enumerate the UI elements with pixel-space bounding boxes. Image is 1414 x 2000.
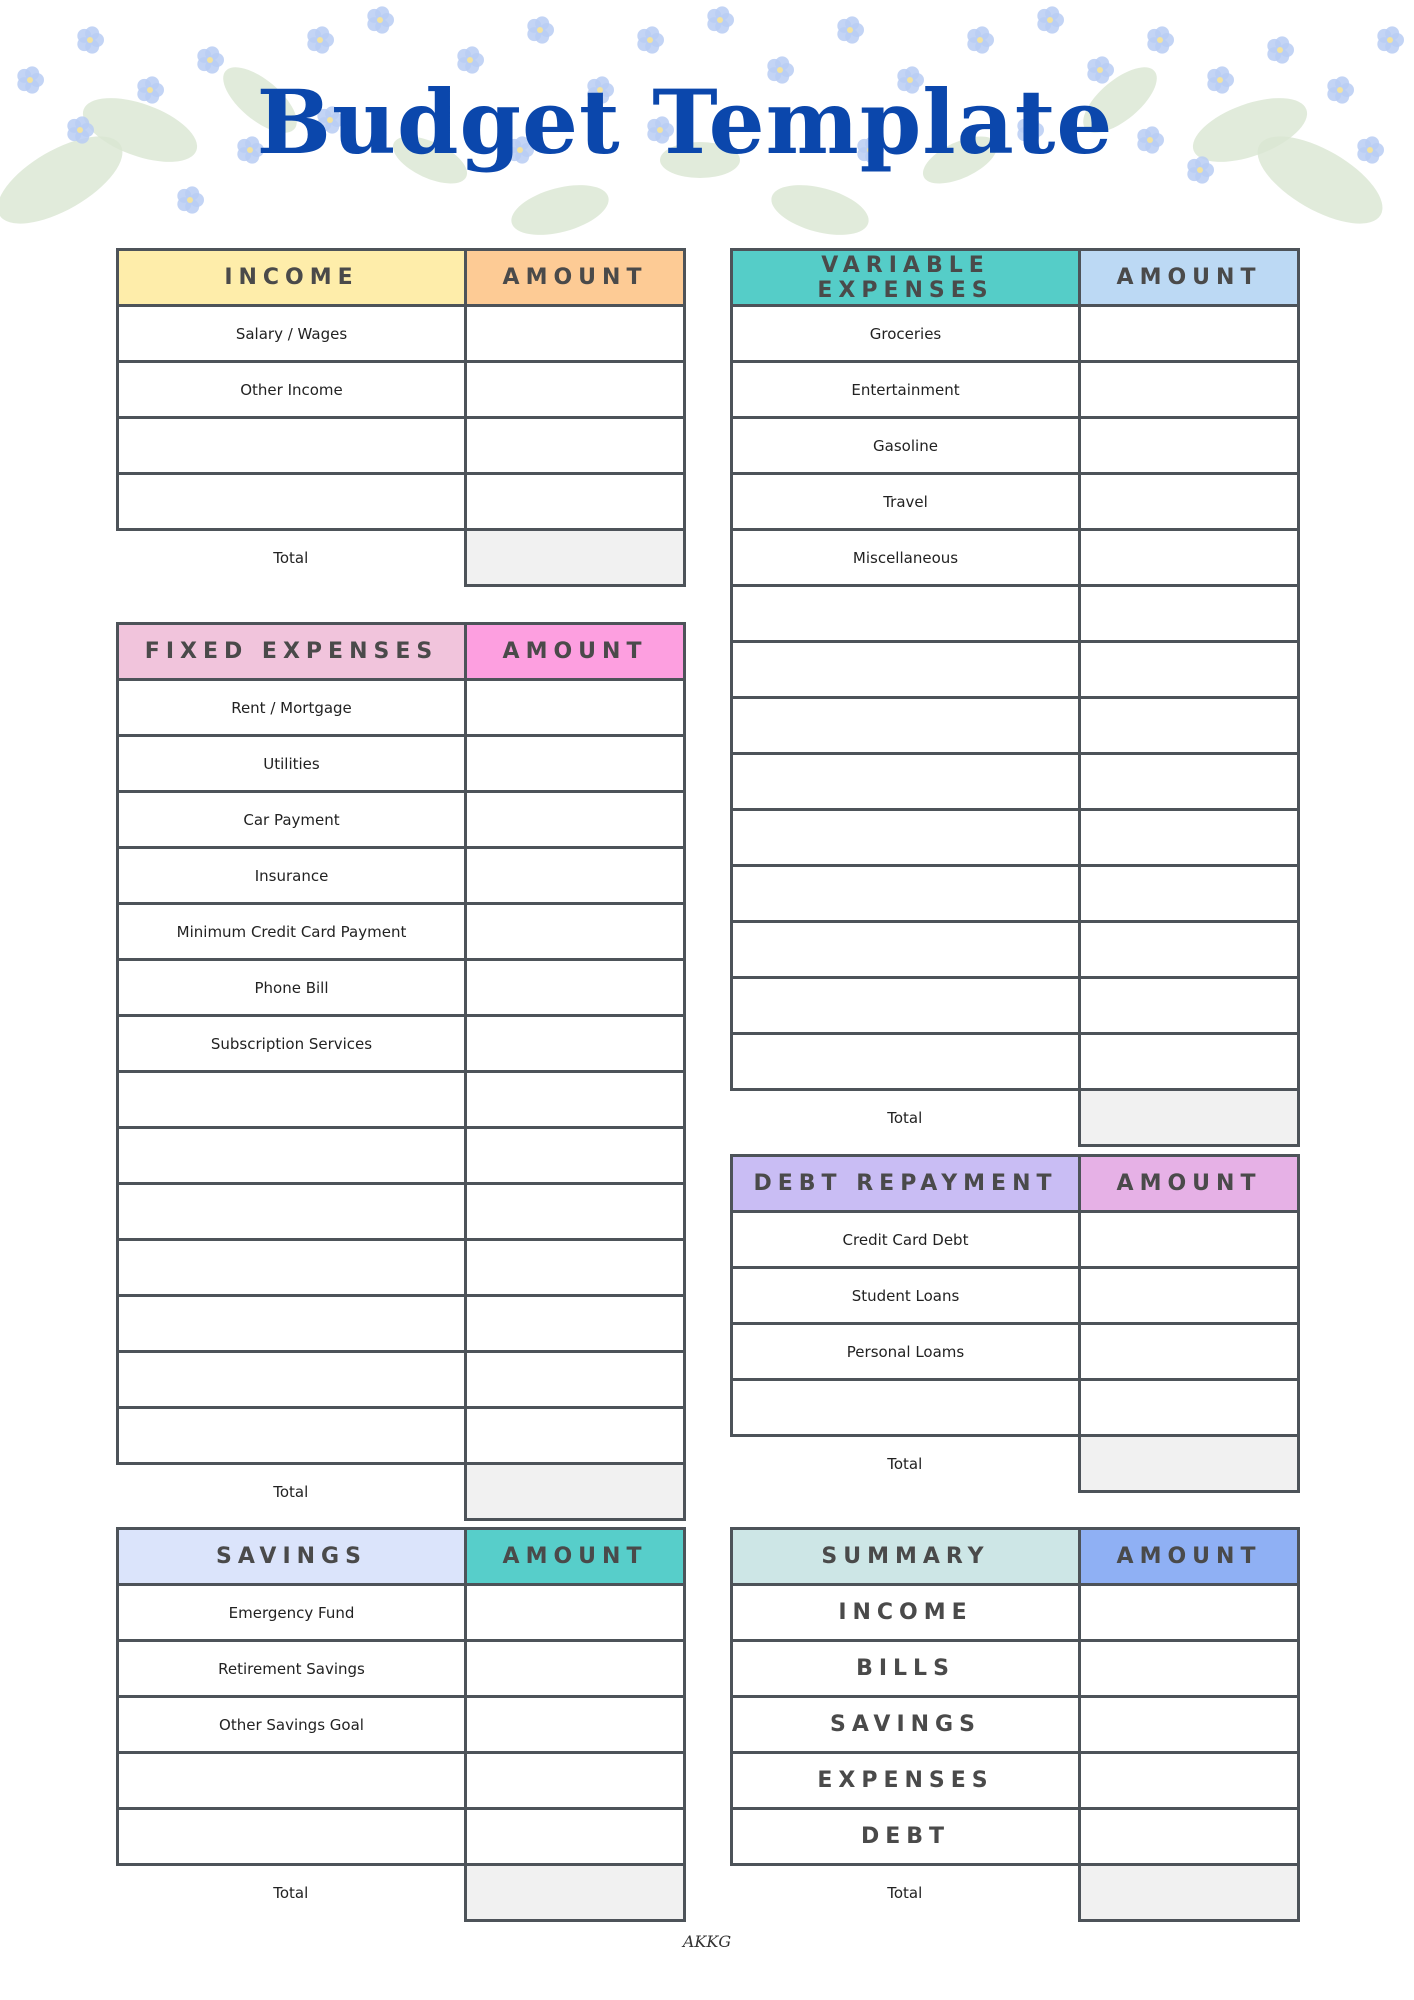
page-title: Budget Template: [256, 70, 1114, 174]
section-header: INCOME: [118, 250, 466, 306]
flower-icon: [307, 26, 334, 53]
summary-table: [730, 1527, 1300, 1922]
amount-cell[interactable]: [466, 1184, 685, 1240]
row-label: Credit Card Debt: [732, 1212, 1080, 1268]
amount-cell[interactable]: [466, 1128, 685, 1184]
amount-cell[interactable]: [466, 362, 685, 418]
table-row: [732, 418, 1299, 474]
row-label: [732, 810, 1080, 866]
income-table: [116, 248, 686, 587]
amount-cell[interactable]: [1080, 698, 1299, 754]
total-amount-cell[interactable]: [466, 530, 685, 586]
amount-cell[interactable]: [466, 1809, 685, 1865]
total-label: Total: [887, 1109, 923, 1128]
header-row: [118, 250, 685, 306]
row-label: [732, 922, 1080, 978]
amount-cell[interactable]: [466, 1240, 685, 1296]
table-row: [732, 810, 1299, 866]
amount-cell[interactable]: [466, 418, 685, 474]
section-header: SAVINGS: [118, 1529, 466, 1585]
row-label: Miscellaneous: [732, 530, 1080, 586]
table-row: [118, 904, 685, 960]
total-row: [732, 1436, 1299, 1492]
table-row: [732, 1268, 1299, 1324]
header-row: [732, 250, 1299, 306]
savings-table: [116, 1527, 686, 1922]
row-label: [732, 698, 1080, 754]
amount-cell[interactable]: [466, 1296, 685, 1352]
flower-icon: [1377, 26, 1404, 53]
amount-cell[interactable]: [466, 306, 685, 362]
row-label: BILLS: [732, 1641, 1080, 1697]
flower-icon: [837, 16, 864, 43]
row-label: Emergency Fund: [118, 1585, 466, 1641]
header-row: [118, 1529, 685, 1585]
table-row: [118, 1697, 685, 1753]
variable-expenses-table: [730, 248, 1300, 1147]
table-row: [118, 848, 685, 904]
row-label: Retirement Savings: [118, 1641, 466, 1697]
table-row: [732, 978, 1299, 1034]
table-row: [732, 1641, 1299, 1697]
amount-cell[interactable]: [466, 904, 685, 960]
amount-cell[interactable]: [1080, 418, 1299, 474]
flower-icon: [177, 186, 204, 213]
flower-icon: [527, 16, 554, 43]
amount-cell[interactable]: [1080, 586, 1299, 642]
table-row: [118, 1585, 685, 1641]
table-row: [732, 1697, 1299, 1753]
row-label: [732, 754, 1080, 810]
flower-icon: [77, 26, 104, 53]
table-row: [118, 362, 685, 418]
total-label: Total: [273, 1483, 309, 1502]
flower-icon: [637, 26, 664, 53]
header-row: [732, 1529, 1299, 1585]
row-label: [732, 1380, 1080, 1436]
row-label: [118, 474, 466, 530]
amount-cell[interactable]: [466, 1352, 685, 1408]
total-label: Total: [887, 1884, 923, 1903]
table-row: [118, 1016, 685, 1072]
amount-cell[interactable]: [466, 1697, 685, 1753]
row-label: [118, 1753, 466, 1809]
table-row: [118, 474, 685, 530]
flower-icon: [1037, 6, 1064, 33]
row-label: Groceries: [732, 306, 1080, 362]
amount-cell[interactable]: [1080, 1268, 1299, 1324]
table-row: [732, 1585, 1299, 1641]
total-label: Total: [887, 1455, 923, 1474]
total-row: [732, 1865, 1299, 1921]
table-row: [732, 1034, 1299, 1090]
table-row: [118, 1184, 685, 1240]
table-row: [732, 642, 1299, 698]
flower-icon: [1267, 36, 1294, 63]
row-label: SAVINGS: [732, 1697, 1080, 1753]
amount-header: AMOUNT: [1080, 1156, 1299, 1212]
amount-cell[interactable]: [466, 848, 685, 904]
flower-icon: [707, 6, 734, 33]
table-row: [732, 1380, 1299, 1436]
amount-header: AMOUNT: [466, 624, 685, 680]
table-row: [732, 866, 1299, 922]
row-label: [118, 1128, 466, 1184]
section-header: DEBT REPAYMENT: [732, 1156, 1080, 1212]
table-row: [118, 1753, 685, 1809]
table-row: [118, 1352, 685, 1408]
total-row: [118, 1464, 685, 1520]
table-row: [118, 1128, 685, 1184]
header-row: [118, 624, 685, 680]
amount-cell[interactable]: [1080, 978, 1299, 1034]
amount-cell[interactable]: [466, 736, 685, 792]
amount-header: AMOUNT: [1080, 250, 1299, 306]
row-label: [118, 1809, 466, 1865]
total-row: [732, 1090, 1299, 1146]
amount-cell[interactable]: [1080, 1034, 1299, 1090]
row-label: Gasoline: [732, 418, 1080, 474]
row-label: Entertainment: [732, 362, 1080, 418]
row-label: [118, 1408, 466, 1464]
row-label: Utilities: [118, 736, 466, 792]
table-row: [732, 1324, 1299, 1380]
table-row: [732, 922, 1299, 978]
table-row: [118, 1296, 685, 1352]
row-label: Student Loans: [732, 1268, 1080, 1324]
total-amount-cell[interactable]: [466, 1464, 685, 1520]
total-label: Total: [273, 1884, 309, 1903]
debt-repayment-table: [730, 1154, 1300, 1493]
amount-cell[interactable]: [1080, 1697, 1299, 1753]
table-row: [732, 1753, 1299, 1809]
amount-cell[interactable]: [466, 1072, 685, 1128]
row-label: [118, 1072, 466, 1128]
table-row: [732, 586, 1299, 642]
table-row: [732, 530, 1299, 586]
total-row: [118, 1865, 685, 1921]
amount-cell[interactable]: [466, 960, 685, 1016]
amount-cell[interactable]: [466, 792, 685, 848]
row-label: [732, 586, 1080, 642]
row-label: DEBT: [732, 1809, 1080, 1865]
amount-header: AMOUNT: [466, 250, 685, 306]
amount-cell[interactable]: [1080, 1585, 1299, 1641]
table-row: [118, 306, 685, 362]
amount-cell[interactable]: [1080, 1753, 1299, 1809]
row-label: Minimum Credit Card Payment: [118, 904, 466, 960]
row-label: Other Income: [118, 362, 466, 418]
amount-cell[interactable]: [1080, 1641, 1299, 1697]
amount-cell[interactable]: [466, 1641, 685, 1697]
amount-cell[interactable]: [1080, 362, 1299, 418]
amount-cell[interactable]: [466, 1408, 685, 1464]
row-label: Insurance: [118, 848, 466, 904]
amount-cell[interactable]: [1080, 1809, 1299, 1865]
row-label: [118, 1352, 466, 1408]
amount-cell[interactable]: [1080, 1212, 1299, 1268]
table-row: [118, 1809, 685, 1865]
table-row: [732, 306, 1299, 362]
row-label: [118, 1184, 466, 1240]
amount-cell[interactable]: [1080, 1324, 1299, 1380]
total-label: Total: [273, 549, 309, 568]
row-label: [118, 1240, 466, 1296]
amount-header: AMOUNT: [1080, 1529, 1299, 1585]
amount-cell[interactable]: [1080, 474, 1299, 530]
table-row: [732, 1809, 1299, 1865]
section-header: SUMMARY: [732, 1529, 1080, 1585]
amount-cell[interactable]: [1080, 306, 1299, 362]
leaf-shape: [766, 176, 874, 244]
row-label: Other Savings Goal: [118, 1697, 466, 1753]
amount-cell[interactable]: [1080, 642, 1299, 698]
amount-cell[interactable]: [466, 1753, 685, 1809]
row-label: [732, 642, 1080, 698]
amount-cell[interactable]: [466, 1016, 685, 1072]
total-amount-cell[interactable]: [1080, 1865, 1299, 1921]
amount-header: AMOUNT: [466, 1529, 685, 1585]
table-row: [732, 1212, 1299, 1268]
total-amount-cell[interactable]: [466, 1865, 685, 1921]
amount-cell[interactable]: [1080, 810, 1299, 866]
signature: AKKG: [682, 1932, 732, 1951]
amount-cell[interactable]: [466, 474, 685, 530]
header-row: [732, 1156, 1299, 1212]
row-label: EXPENSES: [732, 1753, 1080, 1809]
row-label: Subscription Services: [118, 1016, 466, 1072]
row-label: [732, 978, 1080, 1034]
row-label: [118, 418, 466, 474]
amount-cell[interactable]: [1080, 530, 1299, 586]
row-label: Personal Loams: [732, 1324, 1080, 1380]
flower-icon: [1147, 26, 1174, 53]
flower-icon: [967, 26, 994, 53]
table-row: [118, 1240, 685, 1296]
row-label: [732, 866, 1080, 922]
table-row: [732, 754, 1299, 810]
fixed-expenses-table: [116, 622, 686, 1521]
total-amount-cell[interactable]: [1080, 1436, 1299, 1492]
flower-icon: [367, 6, 394, 33]
total-amount-cell[interactable]: [1080, 1090, 1299, 1146]
row-label: INCOME: [732, 1585, 1080, 1641]
table-row: [118, 960, 685, 1016]
row-label: Salary / Wages: [118, 306, 466, 362]
amount-cell[interactable]: [1080, 866, 1299, 922]
row-label: Car Payment: [118, 792, 466, 848]
amount-cell[interactable]: [1080, 754, 1299, 810]
table-row: [118, 418, 685, 474]
amount-cell[interactable]: [1080, 922, 1299, 978]
amount-cell[interactable]: [466, 1585, 685, 1641]
row-label: Phone Bill: [118, 960, 466, 1016]
table-row: [118, 1408, 685, 1464]
total-row: [118, 530, 685, 586]
amount-cell[interactable]: [466, 680, 685, 736]
table-row: [732, 698, 1299, 754]
table-row: [732, 362, 1299, 418]
table-row: [118, 1641, 685, 1697]
table-row: [118, 1072, 685, 1128]
row-label: [118, 1296, 466, 1352]
section-header: FIXED EXPENSES: [118, 624, 466, 680]
table-row: [118, 736, 685, 792]
row-label: [732, 1034, 1080, 1090]
amount-cell[interactable]: [1080, 1380, 1299, 1436]
row-label: Rent / Mortgage: [118, 680, 466, 736]
section-header: VARIABLE EXPENSES: [732, 250, 1080, 306]
table-row: [118, 680, 685, 736]
row-label: Travel: [732, 474, 1080, 530]
table-row: [118, 792, 685, 848]
leaf-shape: [506, 176, 614, 244]
table-row: [732, 474, 1299, 530]
